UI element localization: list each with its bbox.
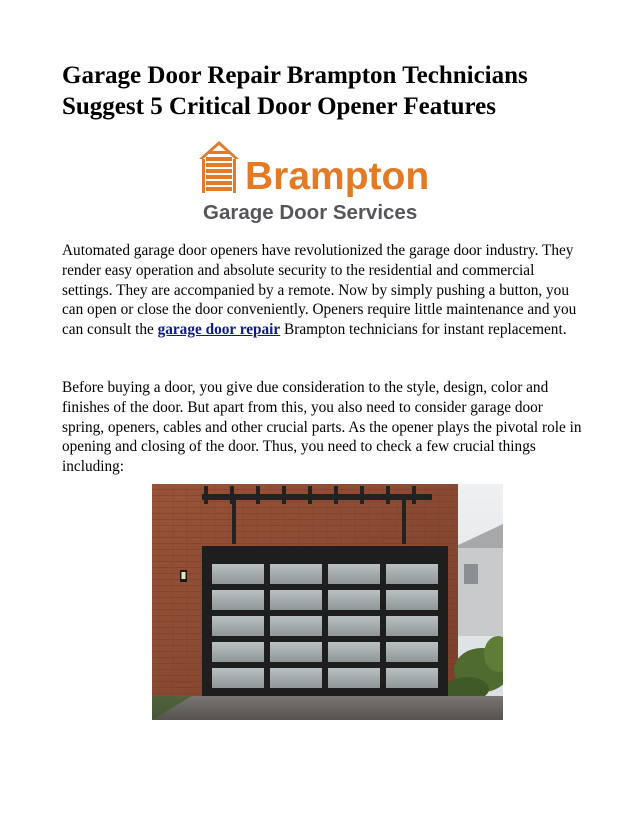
garage-house-icon [199, 141, 239, 193]
brampton-logo [197, 139, 442, 225]
title-line-2: Suggest 5 Critical Door Opener Features [62, 93, 496, 120]
title-line-1: Garage Door Repair Brampton Technicians [62, 62, 528, 89]
garage-door-repair-link[interactable]: garage door repair [157, 321, 281, 339]
page-title [62, 60, 602, 122]
logo-brand-text: Brampton [245, 155, 430, 198]
paragraph-intro [62, 241, 587, 340]
paragraph-intro-tail: Brampton technicians for instant replacement. [280, 321, 567, 339]
paragraph-intro-text: Automated garage door openers have revolutionized the garage door industry. They render easy operation and absolute security to the residential and commercial settings. They are accompanied by a remote. Now by simply pushing a button, you can open or close the door conveniently. Openers require little maintenance and you can consult the [62, 242, 577, 339]
paragraph-buying: Before buying a door, you give due consideration to the style, design, color and finishes of the door. But apart from this, you also need to consider garage door spring, openers, cables and other crucial parts. As the opener plays the pivotal role in opening and closing of the door. Thus, you need to check a few crucial things including: [62, 379, 582, 476]
garage-door-photo [152, 484, 503, 720]
logo-subtitle-text: Garage Door Services [203, 201, 418, 224]
